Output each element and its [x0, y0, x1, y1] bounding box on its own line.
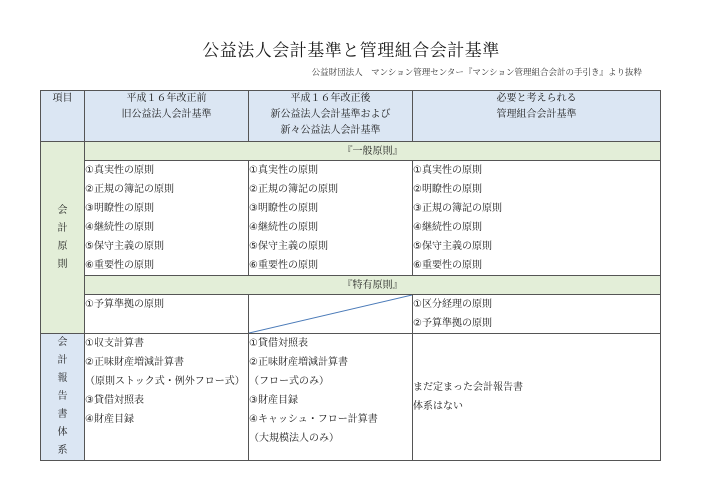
general-principles-band [41, 142, 661, 161]
special-principles-label: 『特有原則』 [85, 276, 661, 295]
special-principles-row [41, 295, 661, 334]
reports-row [41, 334, 661, 461]
general-principles-label: 『一般原則』 [85, 142, 661, 161]
diagonal-line [249, 295, 412, 333]
general-col2: ①真実性の原則 ②正規の簿記の原則 ③明瞭性の原則 ④継続性の原則 ⑤保守主義の原則 ⑥重要性の原則 [249, 161, 413, 276]
general-col1: ①真実性の原則 ②正規の簿記の原則 ③明瞭性の原則 ④継続性の原則 ⑤保守主義の原則 ⑥重要性の原則 [85, 161, 249, 276]
reports-label-cell [41, 334, 85, 461]
source-note: 公益財団法人 マンション管理センター『マンション管理組合会計の手引き』より抜粋 [311, 68, 642, 78]
reports-col2: ①貸借対照表 ②正味財産増減計算書 （フロー式のみ） ③財産目録 ④キャッシュ・フロー計算書 （大規模法人のみ） [249, 334, 413, 461]
general-col3: ①真実性の原則 ②明瞭性の原則 ③正規の簿記の原則 ④継続性の原則 ⑤保守主義の原則 ⑥重要性の原則 [413, 161, 661, 276]
header-item: 項目 [41, 91, 85, 142]
special-principles-band [41, 276, 661, 295]
principles-label: 会計原則 [57, 204, 68, 270]
reports-label: 会計報告書体系 [57, 337, 68, 456]
reports-col1: ①収支計算書 ②正味財産増減計算書 （原則ストック式・例外フロー式） ③貸借対照表 ④財産目録 [85, 334, 249, 461]
special-col1: ①予算準拠の原則 [85, 295, 249, 334]
header-col2: 平成１６年改正後 新公益法人会計基準および 新々公益法人会計基準 [249, 91, 413, 142]
special-col3: ①区分経理の原則 ②予算準拠の原則 [413, 295, 661, 334]
reports-col3: まだ定まった会計報告書 体系はない [413, 334, 661, 461]
comparison-table [40, 90, 661, 461]
special-col2-empty [249, 295, 413, 334]
header-col1: 平成１６年改正前 旧公益法人会計基準 [85, 91, 249, 142]
general-principles-row [41, 161, 661, 276]
header-row [41, 91, 661, 142]
header-col3: 必要と考えられる 管理組合会計基準 [413, 91, 661, 142]
principles-label-cell [41, 142, 85, 334]
page-title: 公益法人会計基準と管理組合会計基準 [202, 41, 500, 61]
